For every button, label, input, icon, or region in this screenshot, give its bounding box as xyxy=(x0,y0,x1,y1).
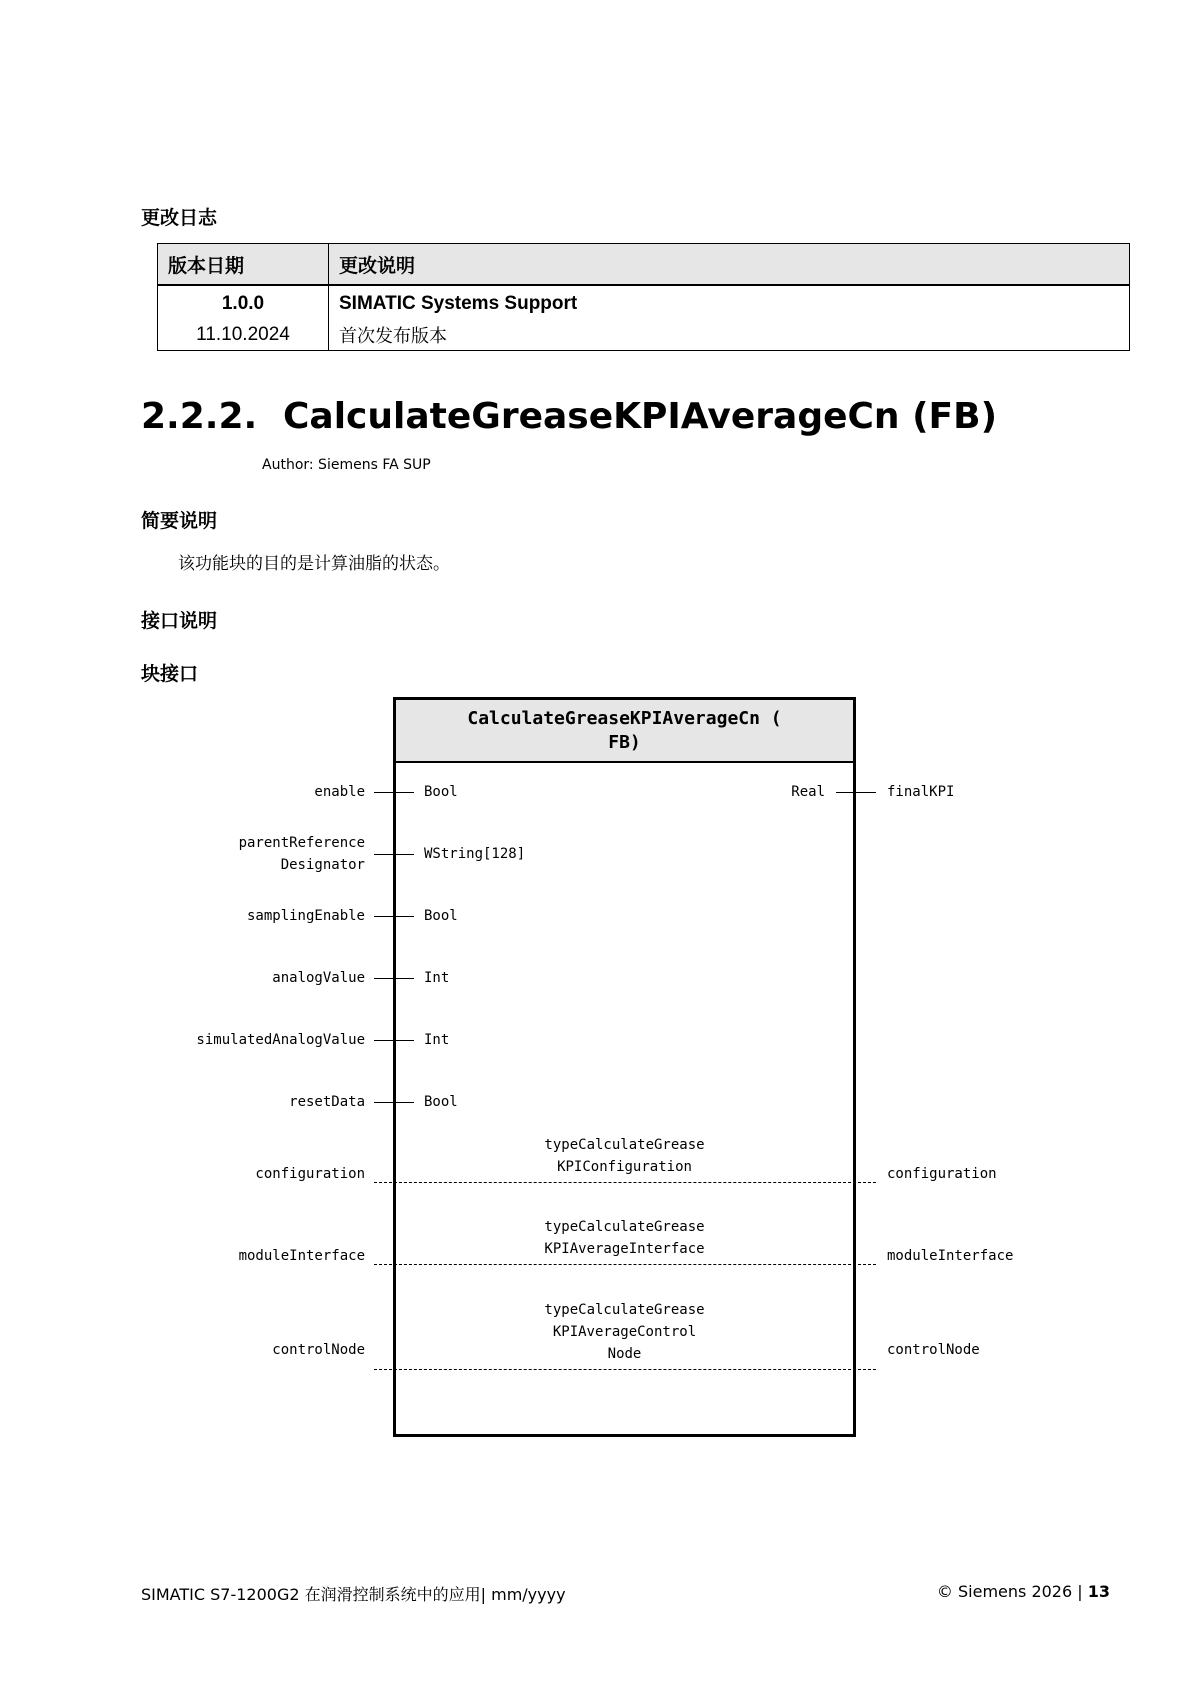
type-analog-value: Int xyxy=(424,970,450,986)
interface-heading: 接口说明 xyxy=(141,610,218,632)
desc-cell: 首次发布版本 xyxy=(329,320,1130,351)
footer-copyright: © Siemens 2026 | xyxy=(936,1582,1088,1601)
wire-analog-value xyxy=(374,978,414,979)
section-title: CalculateGreaseKPIAverageCn (FB) xyxy=(283,396,998,437)
wire-enable xyxy=(374,792,414,793)
summary-text: 该功能块的目的是计算油脂的状态。 xyxy=(178,554,450,574)
changelog-table xyxy=(157,243,1130,351)
wire-simulated-analog-value xyxy=(374,1040,414,1041)
date-cell: 11.10.2024 xyxy=(158,320,329,351)
pin-simulated-analog-value: simulatedAnalogValue xyxy=(196,1032,365,1048)
footer-left: SIMATIC S7-1200G2 在润滑控制系统中的应用| mm/yyyy xyxy=(141,1585,566,1604)
pin-module-interface-in: moduleInterface xyxy=(238,1248,365,1264)
type-control-node: typeCalculateGrease KPIAverageControl Node xyxy=(544,1302,705,1362)
type-finalkpi: Real xyxy=(791,784,825,800)
pin-finalkpi: finalKPI xyxy=(887,784,955,800)
type-simulated-analog-value: Int xyxy=(424,1032,450,1048)
table-header-row xyxy=(158,244,1130,286)
type-reset-data: Bool xyxy=(424,1094,458,1110)
version-cell: 1.0.0 xyxy=(158,285,329,320)
pin-parent-reference-designator: parentReference Designator xyxy=(238,835,365,873)
pin-configuration-in: configuration xyxy=(255,1166,365,1182)
pin-enable: enable xyxy=(314,784,365,800)
wire-finalkpi xyxy=(836,792,876,793)
type-configuration: typeCalculateGrease KPIConfiguration xyxy=(544,1137,705,1175)
wire-reset-data xyxy=(374,1102,414,1103)
table-row xyxy=(158,320,1130,351)
table-row xyxy=(158,285,1130,320)
type-enable: Bool xyxy=(424,784,458,800)
pin-reset-data: resetData xyxy=(289,1094,365,1110)
wire-sampling-enable xyxy=(374,916,414,917)
pin-control-node-in: controlNode xyxy=(272,1342,365,1358)
pin-sampling-enable: samplingEnable xyxy=(246,908,365,924)
function-block-title: CalculateGreaseKPIAverageCn ( FB) xyxy=(396,700,853,763)
section-author: Author: Siemens FA SUP xyxy=(262,457,431,473)
wire-parent-reference-designator xyxy=(374,854,414,855)
wire-module-interface xyxy=(374,1264,876,1265)
section-number: 2.2.2. xyxy=(141,396,258,437)
wire-control-node xyxy=(374,1369,876,1370)
pin-analog-value: analogValue xyxy=(272,970,365,986)
page-number: 13 xyxy=(1087,1582,1110,1601)
changelog-heading: 更改日志 xyxy=(141,207,218,229)
wire-configuration xyxy=(374,1182,876,1183)
type-parent-reference-designator: WString[128] xyxy=(424,846,526,862)
block-interface-heading: 块接口 xyxy=(141,663,199,685)
col-desc-header: 更改说明 xyxy=(329,244,1130,286)
col-date-header: 版本日期 xyxy=(158,244,329,286)
type-sampling-enable: Bool xyxy=(424,908,458,924)
pin-control-node-out: controlNode xyxy=(887,1342,980,1358)
author-cell: SIMATIC Systems Support xyxy=(329,285,1130,320)
pin-configuration-out: configuration xyxy=(887,1166,997,1182)
type-module-interface: typeCalculateGrease KPIAverageInterface xyxy=(544,1219,705,1257)
summary-heading: 简要说明 xyxy=(141,510,218,532)
pin-module-interface-out: moduleInterface xyxy=(887,1248,1014,1264)
footer-right xyxy=(937,1582,1110,1601)
